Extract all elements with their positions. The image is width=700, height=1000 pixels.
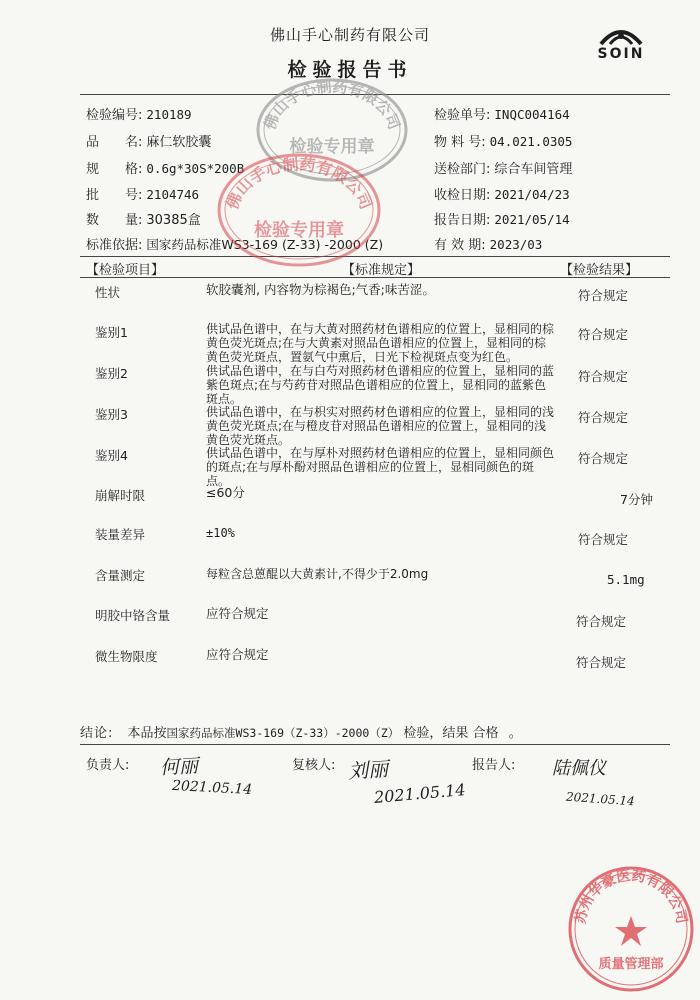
test-name: 鉴别4: [95, 448, 128, 463]
test-standard: 软胶囊剂, 内容物为棕褐色;气香;味苦涩。: [206, 282, 435, 297]
table-header-divider: [80, 277, 670, 278]
info-label: 批 号:: [86, 188, 143, 203]
document-title: 检验报告书: [287, 59, 413, 81]
test-standard: 供试品色谱中，在与大黄对照药材色谱相应的位置上，显相同的棕黄色荧光斑点;在与大黄素对照品色谱相应的位置上，显相同的棕黄色荧光斑点，置氨气中熏后，日光下检视斑点变为红色。: [206, 322, 555, 364]
signature-reporter-date: 2021.05.14: [565, 789, 636, 809]
conclusion-middle: 检验，结果: [403, 726, 469, 741]
test-standard: 供试品色谱中，在与枳实对照药材色谱相应的位置上，显相同的浅黄色荧光斑点;在与橙皮苷对照品色谱相应的位置上，显相同的浅黄色荧光斑点。: [206, 405, 555, 447]
test-name: 鉴别1: [95, 325, 128, 340]
info-label: 收检日期:: [434, 188, 491, 203]
conclusion-standard: 国家药品标准WS3-169（Z-33）-2000（Z）: [166, 726, 400, 740]
info-inspection-no: [86, 104, 192, 123]
test-standard: ≤60分: [206, 485, 245, 500]
red-stamp-center-text: 检验专用章: [254, 220, 344, 241]
test-name: 含量测定: [95, 568, 146, 583]
test-result: 符合规定: [576, 614, 627, 629]
red-stamp-ring-text: 佛山手心制药有限公司: [222, 154, 376, 213]
info-value: 国家药品标准WS3-169 (Z-33) -2000 (Z): [146, 237, 384, 252]
qa-stamp-center-text: 质量管理部: [598, 957, 664, 972]
info-value: 2104746: [146, 187, 200, 202]
test-result: 7分钟: [620, 492, 653, 507]
test-result: 5.1mg: [607, 572, 645, 587]
test-name: 鉴别3: [95, 407, 128, 422]
gray-stamp-center-text: 检验专用章: [289, 137, 375, 157]
info-label: 送检部门:: [434, 162, 491, 177]
logo-text: SOIN: [597, 46, 645, 62]
info-value: 30385盒: [146, 213, 201, 228]
conclusion-result: 合格: [472, 726, 499, 741]
info-quantity: [86, 209, 201, 228]
info-label: 标准依据:: [86, 238, 143, 253]
info-value: 0.6g*30S*200B: [146, 161, 245, 176]
footer-divider: [80, 744, 670, 745]
info-receive-date: [434, 184, 570, 203]
signature-label-reporter: 报告人:: [472, 758, 516, 773]
info-value: 综合车间管理: [494, 162, 573, 177]
test-standard: 应符合规定: [206, 647, 269, 662]
info-batch-no: [86, 184, 199, 203]
signature-reporter: 陆佩仪: [552, 758, 606, 779]
info-label: 检验单号:: [434, 108, 491, 123]
info-expiry: [434, 234, 542, 253]
info-department: [434, 158, 572, 177]
info-label: 报告日期:: [434, 213, 491, 228]
info-label: 规 格:: [86, 162, 143, 177]
test-result: 符合规定: [578, 532, 629, 547]
info-value: INQC004164: [494, 107, 570, 122]
test-standard: 应符合规定: [206, 606, 269, 621]
logo-mark-icon: [586, 22, 656, 48]
test-name: 崩解时限: [95, 488, 146, 503]
column-header-item: 【检验项目】: [86, 263, 165, 278]
qa-stamp-ring-text: 苏州华豪医药有限公司: [572, 868, 690, 926]
star-icon: [615, 916, 647, 946]
test-standard: 供试品色谱中，在与厚朴对照药材色谱相应的位置上，显相同颜色的斑点;在与厚朴酚对照品色谱相应的位置上，显相同颜色的斑点。: [206, 446, 555, 488]
test-result: 符合规定: [578, 369, 629, 384]
test-name: 性状: [95, 285, 121, 300]
info-value: 麻仁软胶囊: [146, 135, 212, 150]
info-order-no: [434, 104, 570, 123]
signature-label-reviewer: 复核人:: [292, 758, 336, 773]
conclusion-label: 结论:: [80, 726, 114, 741]
signature-reviewer: 刘丽: [347, 756, 389, 784]
soin-logo: [586, 22, 656, 66]
info-material-no: [434, 131, 572, 150]
test-result: 符合规定: [578, 288, 629, 303]
company-name: 佛山手心制药有限公司: [269, 26, 430, 44]
test-result: 符合规定: [576, 655, 627, 670]
red-inspection-stamp: [214, 148, 384, 268]
test-standard: 每粒含总蒽醌以大黄素计,不得少于2.0mg: [206, 567, 429, 581]
gray-stamp-ring-text: 佛山手心制药有限公司: [260, 77, 404, 133]
qa-department-stamp: [566, 864, 696, 994]
test-name: 微生物限度: [95, 649, 158, 664]
info-value: 2021/05/14: [494, 212, 570, 227]
conclusion-end: 。: [508, 726, 522, 741]
test-standard: ±10%: [206, 526, 235, 540]
signature-head: 何丽: [159, 755, 199, 779]
info-label: 有 效 期:: [434, 238, 486, 253]
test-standard: 供试品色谱中，在与白芍对照药材色谱相应的位置上，显相同的蓝紫色斑点;在与芍药苷对照品色谱相应的位置上，显相同的蓝紫色斑点。: [206, 364, 555, 406]
info-label: 检验编号:: [86, 108, 143, 123]
test-result: 符合规定: [578, 410, 629, 425]
test-name: 鉴别2: [95, 366, 128, 381]
info-value: 2021/04/23: [494, 187, 570, 202]
column-header-standard: 【标准规定】: [342, 263, 421, 278]
info-label: 品 名:: [86, 135, 143, 150]
test-name: 明胶中铬含量: [95, 608, 171, 623]
signature-label-head: 负责人:: [86, 758, 130, 773]
info-label: 数 量:: [86, 213, 143, 228]
signature-reviewer-date: 2021.05.14: [373, 780, 467, 807]
info-value: 2023/03: [489, 237, 543, 252]
info-value: 210189: [146, 107, 192, 122]
conclusion: [80, 722, 522, 741]
test-result: 符合规定: [578, 451, 629, 466]
column-header-result: 【检验结果】: [560, 263, 639, 278]
test-name: 装量差异: [95, 527, 146, 542]
info-value: 04.021.0305: [489, 134, 573, 149]
signature-head-date: 2021.05.14: [171, 777, 253, 799]
conclusion-prefix: 本品按: [127, 726, 167, 741]
info-label: 物 料 号:: [434, 135, 486, 150]
info-report-date: [434, 209, 570, 228]
test-result: 符合规定: [578, 327, 629, 342]
info-product-name: [86, 131, 211, 150]
